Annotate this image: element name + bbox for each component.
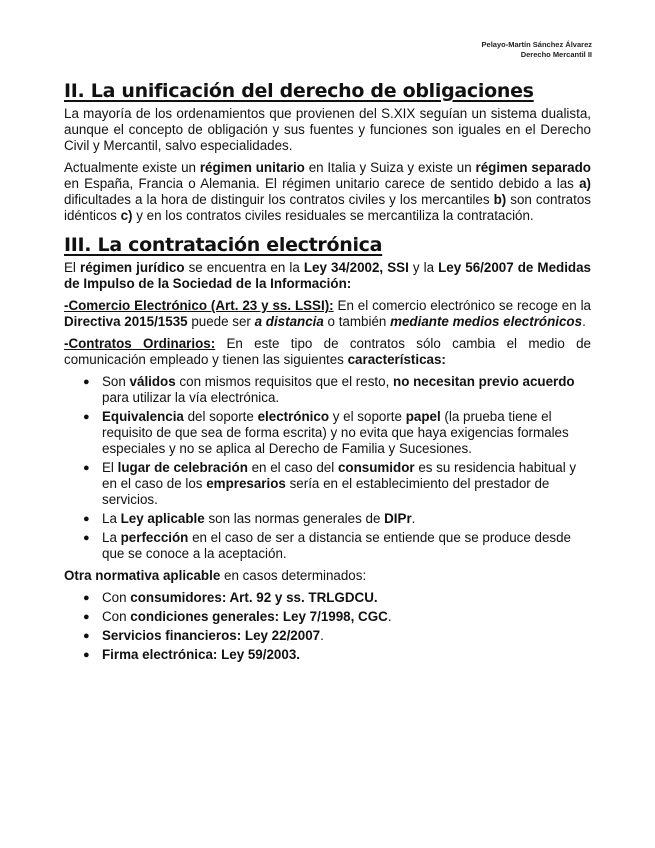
list-item [64, 628, 591, 644]
bullet-icon: ● [83, 592, 90, 604]
list-item [64, 609, 591, 625]
text-run: con mismos requisitos que el resto, [175, 374, 394, 389]
text-run: consumidor [337, 460, 415, 475]
text-run: Con [102, 590, 131, 605]
text-run: La [102, 530, 121, 545]
text-run: . [411, 511, 416, 526]
text-run: perfección [120, 530, 189, 545]
text-run: en el caso del [247, 460, 338, 475]
bullet-list [64, 374, 591, 562]
header-subject: Derecho Mercantil II [520, 50, 592, 59]
text-run: Ley 34/2002, SSI [303, 260, 409, 275]
bullet-list [64, 590, 591, 663]
text-run: a) [579, 176, 591, 191]
bullet-icon: ● [83, 411, 90, 423]
text-run: sería en el establecimiento del prestador de servicios. [102, 476, 550, 507]
text-run: Directiva 2015/1535 [64, 314, 188, 329]
text-run: -Comercio Electrónico (Art. 23 y ss. LSSI): [64, 298, 334, 313]
paragraph [64, 336, 591, 368]
list-item [64, 590, 591, 606]
text-run: papel [405, 409, 441, 424]
text-run: . [582, 314, 586, 329]
paragraph [64, 298, 591, 330]
text-run: es su residencia habitual y en el caso de los [102, 460, 577, 491]
list-item [64, 374, 591, 406]
paragraph [64, 106, 591, 154]
text-run: b) [493, 192, 507, 207]
text-run: características: [347, 352, 446, 367]
paragraph [64, 160, 591, 224]
text-run: (la prueba tiene el requisito de que sea de forma escrita) y no evita que haya exigencias formales especiales y no se aplica al Derecho de Familia y Sucesiones. [102, 409, 569, 456]
text-run: lugar de celebración [117, 460, 248, 475]
text-run: En este tipo de contratos sólo cambia el medio de comunicación empleado y tienen las siguientes [64, 336, 591, 367]
text-run: En el comercio electrónico se recoge en la [333, 298, 591, 313]
text-run: -Contratos Ordinarios: [64, 336, 216, 351]
bullet-icon: ● [83, 462, 90, 474]
list-item [64, 511, 591, 527]
text-run: La mayoría de los ordenamientos que provienen del S.XIX seguían un sistema dualista, aunque el concepto de obligación y sus fuentes y funciones son iguales en el Derecho Civil y Mercantil, salvo especialidades. [64, 106, 591, 153]
text-run: consumidores: Art. 92 y ss. TRLGDCU. [130, 590, 378, 605]
text-run: Firma electrónica: Ley 59/2003. [102, 647, 300, 662]
text-run: o también [323, 314, 391, 329]
text-run: a distancia [254, 314, 324, 329]
text-run: Actualmente existe un [64, 160, 200, 175]
text-run: empresarios [206, 476, 286, 491]
bullet-icon: ● [83, 630, 90, 642]
text-run: c) [120, 208, 133, 223]
text-run: son las normas generales de [204, 511, 385, 526]
section-title-contratacion: III. La contratación electrónica [64, 234, 383, 256]
list-item [64, 647, 591, 663]
bullet-icon: ● [83, 532, 90, 544]
text-run: en Italia y Suiza y existe un [304, 160, 476, 175]
text-run: para utilizar la vía electrónica. [102, 390, 280, 405]
text-run: condiciones generales: Ley 7/1998, CGC [130, 609, 388, 624]
list-item [64, 409, 591, 457]
text-run: son contratos idénticos [64, 192, 591, 223]
text-run: se encuentra en la [184, 260, 304, 275]
paragraph [64, 568, 591, 584]
text-run: Ley aplicable [120, 511, 205, 526]
text-run: Servicios financieros: Ley 22/2007 [102, 628, 321, 643]
text-run: La [102, 511, 121, 526]
text-run: . [320, 628, 324, 643]
text-run: régimen separado [475, 160, 591, 175]
bullet-icon: ● [83, 649, 90, 661]
list-item [64, 460, 591, 508]
text-run: mediante medios electrónicos [390, 314, 583, 329]
text-run: y la [408, 260, 439, 275]
text-run: régimen jurídico [79, 260, 185, 275]
bullet-icon: ● [83, 611, 90, 623]
text-run: del soporte [183, 409, 258, 424]
text-run: electrónico [257, 409, 330, 424]
text-run: Son [102, 374, 130, 389]
section-body-unificacion [64, 106, 591, 224]
section-title-unificacion: II. La unificación del derecho de obligaciones [64, 80, 534, 102]
text-run: y en los contratos civiles residuales se mercantiliza la contratación. [132, 208, 534, 223]
text-run: en el caso de ser a distancia se entiende que se produce desde que se conoce a la aceptación. [102, 530, 571, 561]
text-run: en España, Francia o Alemania. El régimen unitario carece de sentido debido a las [64, 176, 580, 191]
paragraph [64, 260, 591, 292]
text-run: dificultades a la hora de distinguir los contratos civiles y los mercantiles [64, 192, 494, 207]
text-run: Ley 56/2007 de Medidas de Impulso de la Sociedad de la Información: [64, 260, 592, 291]
bullet-icon: ● [83, 376, 90, 388]
text-run: Equivalencia [102, 409, 184, 424]
document-body [64, 76, 591, 669]
section-body-contratacion [64, 260, 591, 663]
list-item [64, 530, 591, 562]
text-run: régimen unitario [199, 160, 305, 175]
bullet-icon: ● [83, 513, 90, 525]
text-run: . [387, 609, 392, 624]
text-run: El [102, 460, 118, 475]
text-run: en casos determinados: [220, 568, 367, 583]
page-header [482, 40, 592, 60]
text-run: no necesitan previo acuerdo [393, 374, 575, 389]
text-run: y el soporte [329, 409, 406, 424]
text-run: DIPr [384, 511, 412, 526]
text-run: válidos [129, 374, 176, 389]
text-run: Otra normativa aplicable [64, 568, 221, 583]
text-run: El [64, 260, 80, 275]
text-run: puede ser [187, 314, 255, 329]
header-author: Pelayo-Martín Sánchez Álvarez [481, 40, 592, 49]
text-run: Con [102, 609, 131, 624]
